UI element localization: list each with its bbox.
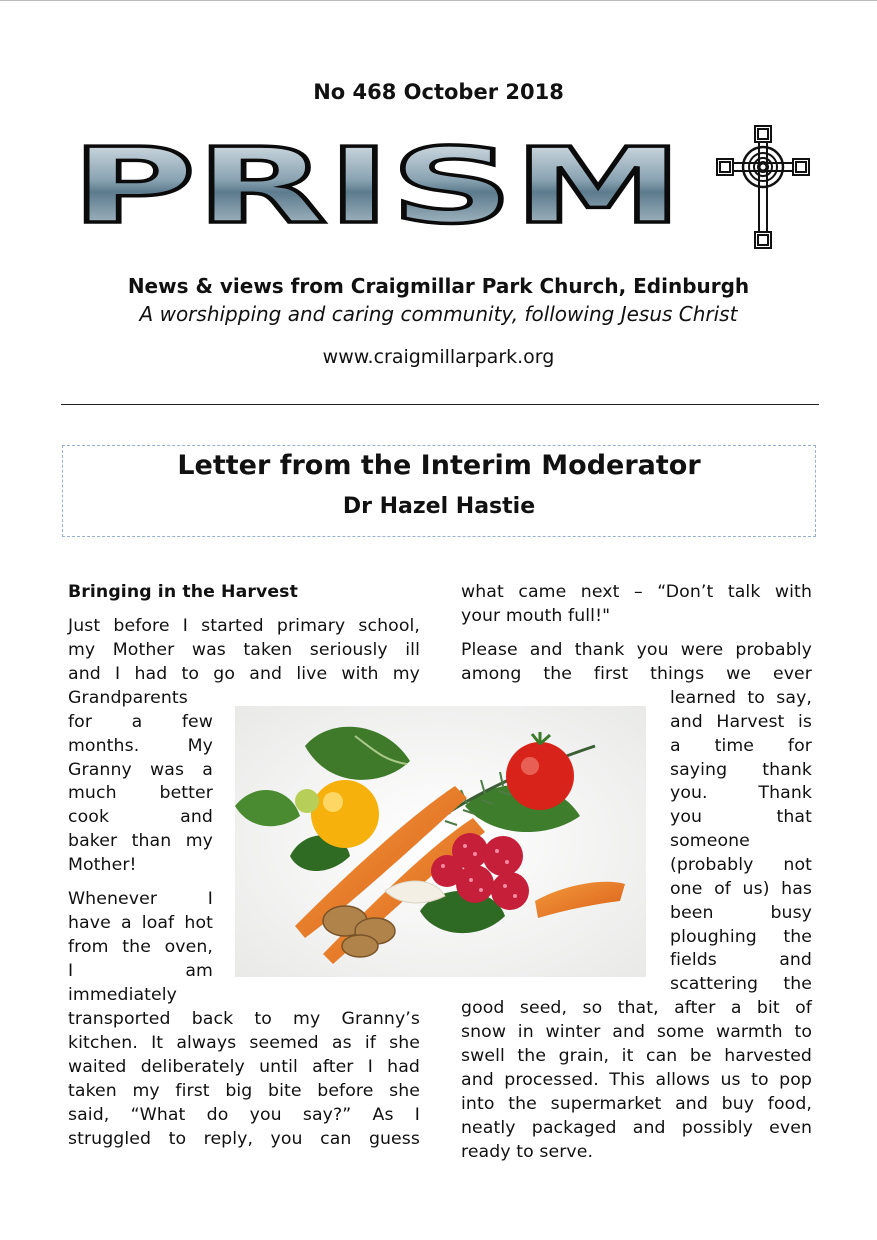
- col1-line: Granny was a: [68, 760, 213, 780]
- prism-masthead-logo: [62, 136, 692, 236]
- col2-line: and Harvest is: [670, 712, 812, 732]
- col2-line: neatly packaged and possibly even: [461, 1118, 812, 1138]
- issue-label: No 468 October 2018: [313, 80, 564, 104]
- col1-line: kitchen. It always seemed as if she: [68, 1033, 420, 1053]
- col1-line: my Mother was taken seriously ill: [68, 640, 420, 660]
- celtic-cross-icon: [714, 122, 812, 252]
- col2-line: your mouth full!": [461, 606, 611, 626]
- article-author: Dr Hazel Hastie: [342, 494, 536, 519]
- col1-line: cook and: [68, 807, 213, 827]
- col1-line: waited deliberately until after I had: [68, 1057, 420, 1077]
- col2-line: someone: [670, 831, 750, 851]
- col2-line: ready to serve.: [461, 1142, 594, 1162]
- col2-line: into the supermarket and buy food,: [461, 1094, 812, 1114]
- col2-line: what came next – “Don’t talk with: [461, 582, 812, 602]
- col2-line: and processed. This allows us to pop: [461, 1070, 812, 1090]
- col1-line: baker than my: [68, 831, 213, 851]
- church-tagline: News & views from Craigmillar Park Church, Edinburgh: [127, 274, 750, 298]
- col2-line: good seed, so that, after a bit of: [461, 998, 812, 1018]
- col1-line: Grandparents: [68, 688, 188, 708]
- col1-line: said, “What do you say?” As I: [68, 1105, 420, 1125]
- masthead-word: PRISM: [71, 136, 683, 236]
- col2-line: you. Thank: [670, 783, 812, 803]
- col2-line: Please and thank you were probably: [461, 640, 812, 660]
- col1-line: Just before I started primary school,: [68, 616, 420, 636]
- col2-line: scattering the: [670, 974, 812, 994]
- col2-line: saying thank: [670, 760, 812, 780]
- col1-line: much better: [68, 783, 213, 803]
- col1-line: from the oven,: [68, 937, 213, 957]
- col2-line: among the first things we ever: [461, 664, 812, 684]
- col1-line: I am: [68, 961, 213, 981]
- col1-line: struggled to reply, you can guess: [68, 1129, 420, 1149]
- article-title-box: [62, 445, 816, 537]
- col1-line: taken my first big bite before she: [68, 1081, 420, 1101]
- col1-line: months. My: [68, 736, 213, 756]
- col2-line: a time for: [670, 736, 812, 756]
- harvest-vegetables-photo: [235, 706, 646, 977]
- header-separator: [61, 404, 819, 405]
- page-top-border: [0, 0, 877, 1]
- col1-line: transported back to my Granny’s: [68, 1009, 420, 1029]
- col1-line: have a loaf hot: [68, 913, 213, 933]
- article-subheading: Bringing in the Harvest: [68, 582, 298, 602]
- col1-line: immediately: [68, 985, 177, 1005]
- col2-line: one of us) has: [670, 879, 812, 899]
- col2-line: (probably not: [670, 855, 812, 875]
- col2-line: you that: [670, 807, 812, 827]
- col1-line: for a few: [68, 712, 213, 732]
- col2-line: learned to say,: [670, 688, 812, 708]
- article-title: Letter from the Interim Moderator: [177, 450, 701, 481]
- col1-line: Whenever I: [68, 889, 213, 909]
- church-motto: A worshipping and caring community, following Jesus Christ: [139, 302, 738, 326]
- col2-line: snow in winter and some warmth to: [461, 1022, 812, 1042]
- col2-line: swell the grain, it can be harvested: [461, 1046, 812, 1066]
- col2-line: been busy: [670, 903, 812, 923]
- col1-line: Mother!: [68, 855, 137, 875]
- church-website: www.craigmillarpark.org: [322, 346, 555, 368]
- col1-line: and I had to go and live with my: [68, 664, 420, 684]
- col2-line: fields and: [670, 950, 812, 970]
- col2-line: ploughing the: [670, 927, 812, 947]
